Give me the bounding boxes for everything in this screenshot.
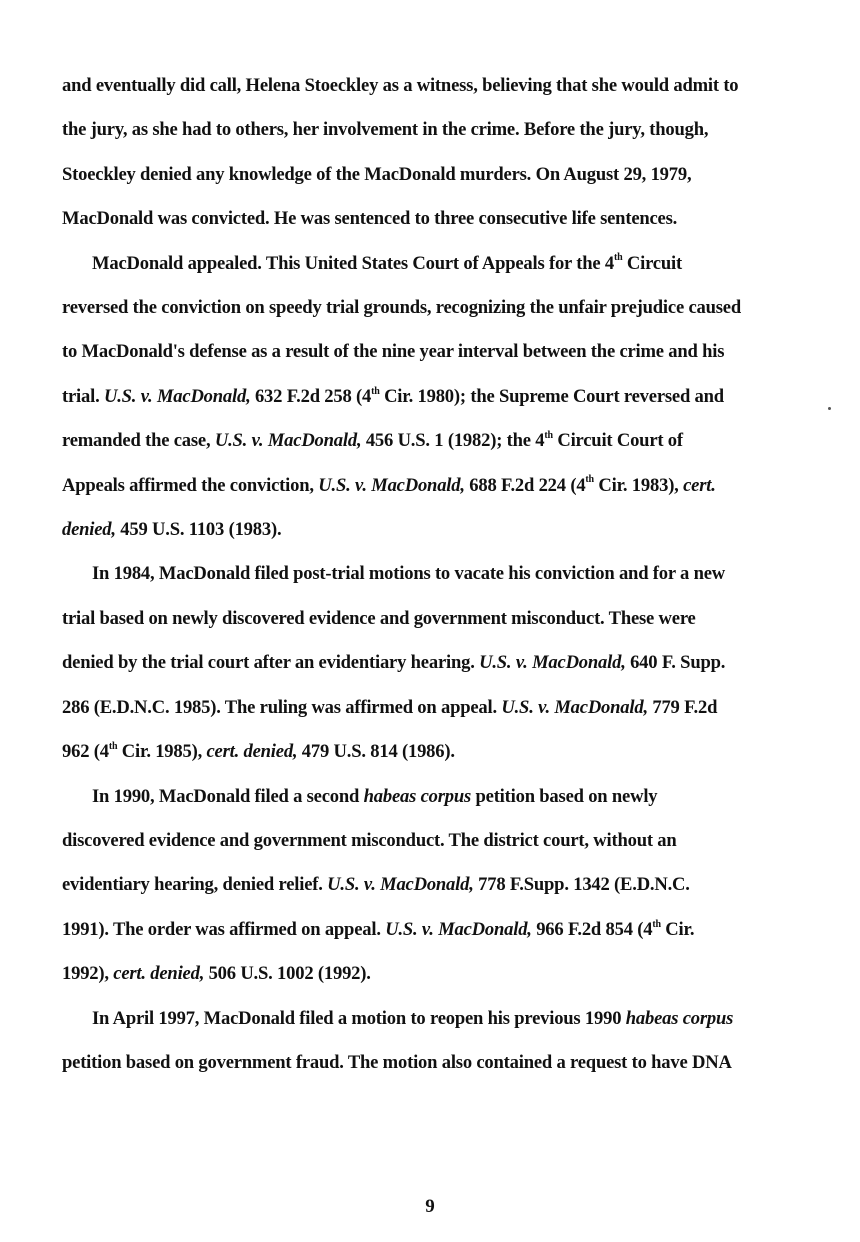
text-run: Cir. 1983), <box>593 474 684 496</box>
text-line <box>62 597 792 641</box>
text-run: 962 (4 <box>62 741 109 763</box>
case-citation: U.S. v. MacDonald, <box>385 918 532 940</box>
case-citation: U.S. v. MacDonald, <box>501 696 648 718</box>
case-citation: U.S. v. MacDonald, <box>318 474 465 496</box>
text-run: 286 (E.D.N.C. 1985). The ruling was affirmed on appeal. <box>62 696 502 718</box>
text-run: to MacDonald's defense as a result of the nine year interval between the crime and his <box>62 341 725 363</box>
text-run: Circuit <box>622 252 682 274</box>
ordinal-superscript: th <box>544 430 553 442</box>
text-line <box>62 286 792 330</box>
text-run: trial. <box>62 385 104 407</box>
text-run: 966 F.2d 854 (4 <box>531 918 653 940</box>
paragraph-start-line <box>62 242 792 286</box>
text-run: In 1984, MacDonald filed post-trial motions to vacate his conviction and for a new <box>92 563 726 585</box>
text-run: In April 1997, MacDonald filed a motion to reopen his previous 1990 <box>92 1007 626 1029</box>
case-citation: U.S. v. MacDonald, <box>214 430 362 452</box>
text-run: petition based on newly <box>471 785 658 807</box>
text-run: and eventually did call, Helena Stoeckley as a witness, believing that she would admit to <box>62 75 739 96</box>
text-line <box>62 686 792 730</box>
text-run: the jury, as she had to others, her involvement in the crime. Before the jury, though, <box>62 119 709 141</box>
text-run: 779 F.2d <box>647 696 718 718</box>
ordinal-superscript: th <box>613 252 623 264</box>
ordinal-superscript: th <box>108 740 118 752</box>
text-line <box>62 863 792 907</box>
text-run: petition based on government fraud. The motion also contained a request to have DNA <box>62 1051 732 1073</box>
ordinal-superscript: th <box>652 918 661 930</box>
text-run: denied by the trial court after an evidentiary hearing. <box>62 652 480 674</box>
case-citation: U.S. v. MacDonald, <box>479 652 626 674</box>
paragraph-start-line <box>62 775 792 819</box>
text-run: MacDonald was convicted. He was sentenced to three consecutive life sentences. <box>62 208 678 230</box>
ordinal-superscript: th <box>585 474 594 486</box>
text-line <box>62 64 792 108</box>
text-run: Circuit Court of <box>552 430 683 452</box>
text-run: 479 U.S. 814 (1986). <box>297 741 455 763</box>
text-run: 1991). The order was affirmed on appeal. <box>62 918 386 940</box>
case-citation: U.S. v. MacDonald, <box>103 385 251 407</box>
text-run: reversed the conviction on speedy trial grounds, recognizing the unfair prejudice caused <box>62 297 741 319</box>
text-line <box>62 730 792 774</box>
cert-denied: denied, <box>62 519 116 541</box>
text-line <box>62 419 792 463</box>
text-run: 459 U.S. 1103 (1983). <box>115 519 282 541</box>
text-line <box>62 108 792 152</box>
habeas-corpus-term: habeas corpus <box>625 1007 734 1029</box>
text-line <box>62 330 792 374</box>
paragraph-start-line <box>62 552 792 596</box>
text-run: 456 U.S. 1 (1982); the 4 <box>361 430 545 452</box>
cert-denied: cert. <box>683 474 716 496</box>
text-run: discovered evidence and government misconduct. The district court, without an <box>62 829 677 851</box>
text-line <box>62 375 792 419</box>
text-run: Cir. <box>660 918 695 940</box>
text-run: evidentiary hearing, denied relief. <box>62 874 328 896</box>
text-run: 778 F.Supp. 1342 (E.D.N.C. <box>473 874 690 896</box>
text-line <box>62 464 792 508</box>
ordinal-superscript: th <box>371 385 380 397</box>
cert-denied: cert. denied, <box>206 741 298 763</box>
text-line <box>62 908 792 952</box>
text-run: Stoeckley denied any knowledge of the MacDonald murders. On August 29, 1979, <box>62 163 692 185</box>
text-run: 506 U.S. 1002 (1992). <box>204 963 371 985</box>
case-citation: U.S. v. MacDonald, <box>327 874 474 896</box>
text-run: Cir. 1985), <box>117 741 207 763</box>
text-line <box>62 508 792 552</box>
cert-denied: cert. denied, <box>113 963 205 985</box>
text-line <box>62 1041 792 1085</box>
text-run: Cir. 1980); the Supreme Court reversed and <box>379 385 724 407</box>
text-run: Appeals affirmed the conviction, <box>62 474 319 496</box>
habeas-corpus-term: habeas corpus <box>363 785 472 807</box>
scan-speck <box>828 407 831 410</box>
text-line <box>62 197 792 241</box>
document-body <box>62 64 792 1085</box>
text-line <box>62 153 792 197</box>
text-run: 688 F.2d 224 (4 <box>464 474 586 496</box>
text-run: MacDonald appealed. This United States Court of Appeals for the 4 <box>92 252 614 274</box>
text-line <box>62 641 792 685</box>
paragraph-start-line <box>62 997 792 1041</box>
text-run: In 1990, MacDonald filed a second <box>92 785 364 807</box>
text-run: trial based on newly discovered evidence and government misconduct. These were <box>62 607 696 629</box>
text-run: remanded the case, <box>62 430 215 452</box>
text-run: 1992), <box>62 963 114 985</box>
text-line <box>62 819 792 863</box>
text-run: 640 F. Supp. <box>625 652 726 674</box>
text-line <box>62 952 792 996</box>
text-run: 632 F.2d 258 (4 <box>250 385 372 407</box>
page-number: 9 <box>425 1196 435 1217</box>
